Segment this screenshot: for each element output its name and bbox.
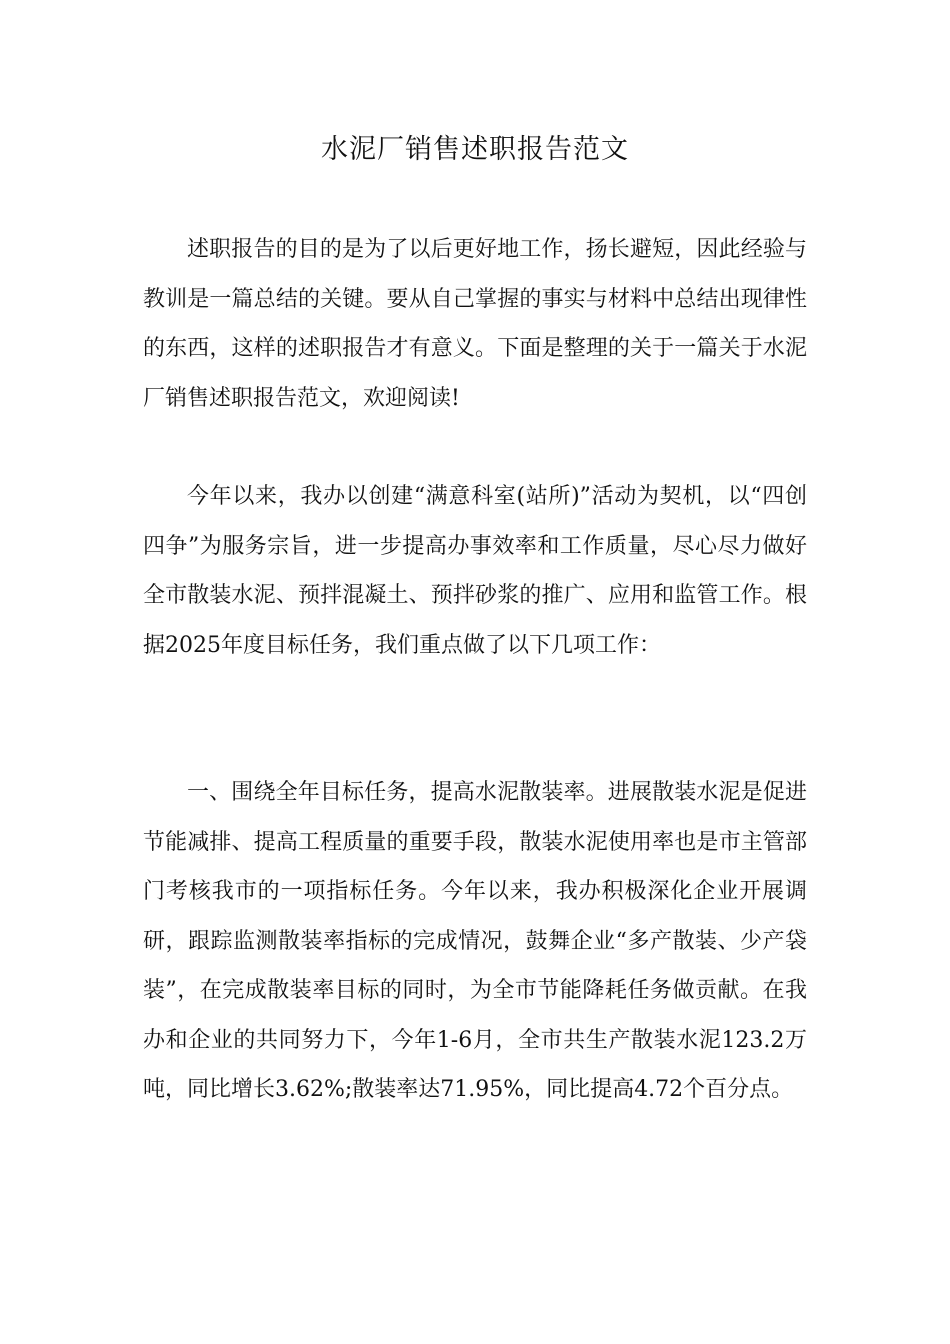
paragraph-overview: 今年以来，我办以创建“满意科室(站所)”活动为契机，以“四创四争”为服务宗旨，进一步提高办事效率和工作质量，尽心尽力做好全市散装水泥、预拌混凝土、预拌砂浆的推广、应用和监管工作。根据2025年度目标任务，我们重点做了以下几项工作：	[143, 484, 807, 658]
document-title: 水泥厂销售述职报告范文	[321, 134, 629, 165]
paragraph-section-one: 一、围绕全年目标任务，提高水泥散装率。进展散装水泥是促进节能减排、提高工程质量的重要手段，散装水泥使用率也是市主管部门考核我市的一项指标任务。今年以来，我办积极深化企业开展调研，跟踪监测散装率指标的完成情况，鼓舞企业“多产散装、少产袋装”，在完成散装率目标的同时，为全市节能降耗任务做贡献。在我办和企业的共同努力下，今年1-6月，全市共生产散装水泥123.2万吨，同比增长3.62%;散装率达71.95%，同比提高4.72个百分点。	[143, 780, 807, 1102]
paragraph-intro: 述职报告的目的是为了以后更好地工作，扬长避短，因此经验与教训是一篇总结的关键。要从自己掌握的事实与材料中总结出现律性的东西，这样的述职报告才有意义。下面是整理的关于一篇关于水泥厂销售述职报告范文，欢迎阅读!	[143, 237, 807, 411]
